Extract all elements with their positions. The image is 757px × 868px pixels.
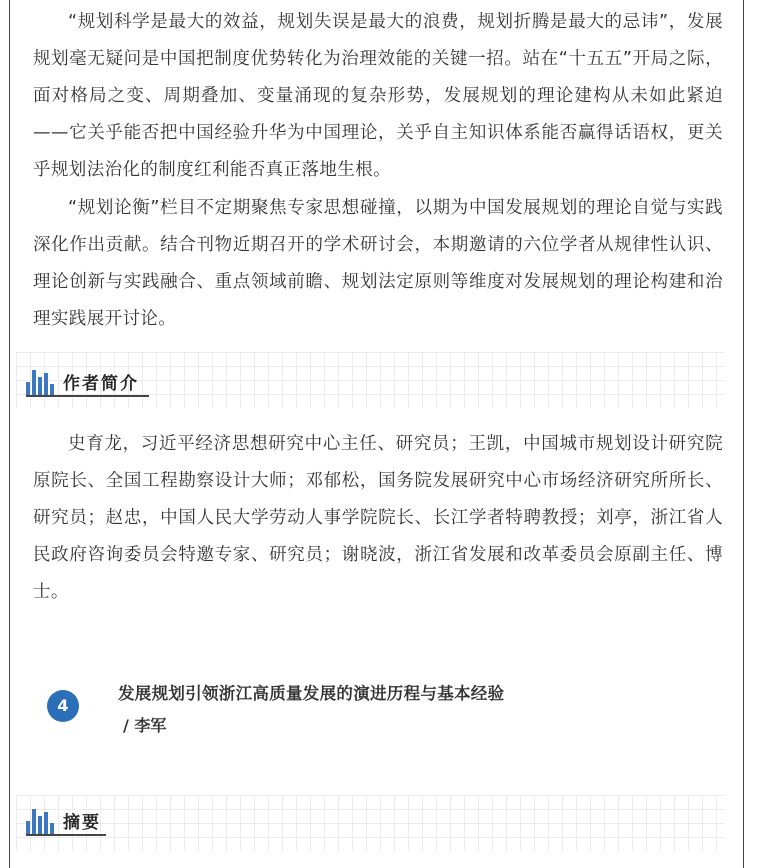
abstract-section-band [16, 795, 724, 851]
article-author: / 李军 [123, 716, 167, 735]
authors-section-underline [26, 395, 149, 397]
abstract-section-title: 摘要 [63, 813, 101, 833]
bar-chart-icon [26, 370, 54, 396]
authors-section-header [26, 366, 145, 396]
authors-section-title: 作者简介 [63, 374, 139, 394]
authors-paragraph: 史育龙，习近平经济思想研究中心主任、研究员；王凯，中国城市规划设计研究院原院长、全国工程勘察设计大师；邓郁松，国务院发展研究中心市场经济研究所所长、研究员；赵忠，中国人民大学劳动人事学院院长、长江学者特聘教授；刘亭，浙江省人民政府咨询委员会特邀专家、研究员；谢晓波，浙江省发展和改革委员会原副主任、博士。 [33, 434, 723, 602]
article-title: 发展规划引领浙江高质量发展的演进历程与基本经验 [118, 684, 505, 703]
abstract-section-underline [26, 834, 106, 836]
article-number-badge: 4 [47, 690, 79, 722]
abstract-section-header [26, 805, 107, 835]
intro-paragraph-2: “规划论衡”栏目不定期聚焦专家思想碰撞，以期为中国发展规划的理论自觉与实践深化作出贡献。结合刊物近期召开的学术研讨会，本期邀请的六位学者从规律性认识、理论创新与实践融合、重点领域前瞻、规划法定原则等维度对发展规划的理论构建和治理实践展开讨论。 [33, 198, 723, 329]
intro-paragraph-1: “规划科学是最大的效益，规划失误是最大的浪费，规划折腾是最大的忌讳”，发展规划毫无疑问是中国把制度优势转化为治理效能的关键一招。站在“十五五”开局之际，面对格局之变、周期叠加、变量涌现的复杂形势，发展规划的理论建构从未如此紧迫——它关乎能否把中国经验升华为中国理论，关乎自主知识体系能否赢得话语权，更关乎规划法治化的制度红利能否真正落地生根。 [33, 12, 723, 180]
bar-chart-icon [26, 809, 54, 835]
